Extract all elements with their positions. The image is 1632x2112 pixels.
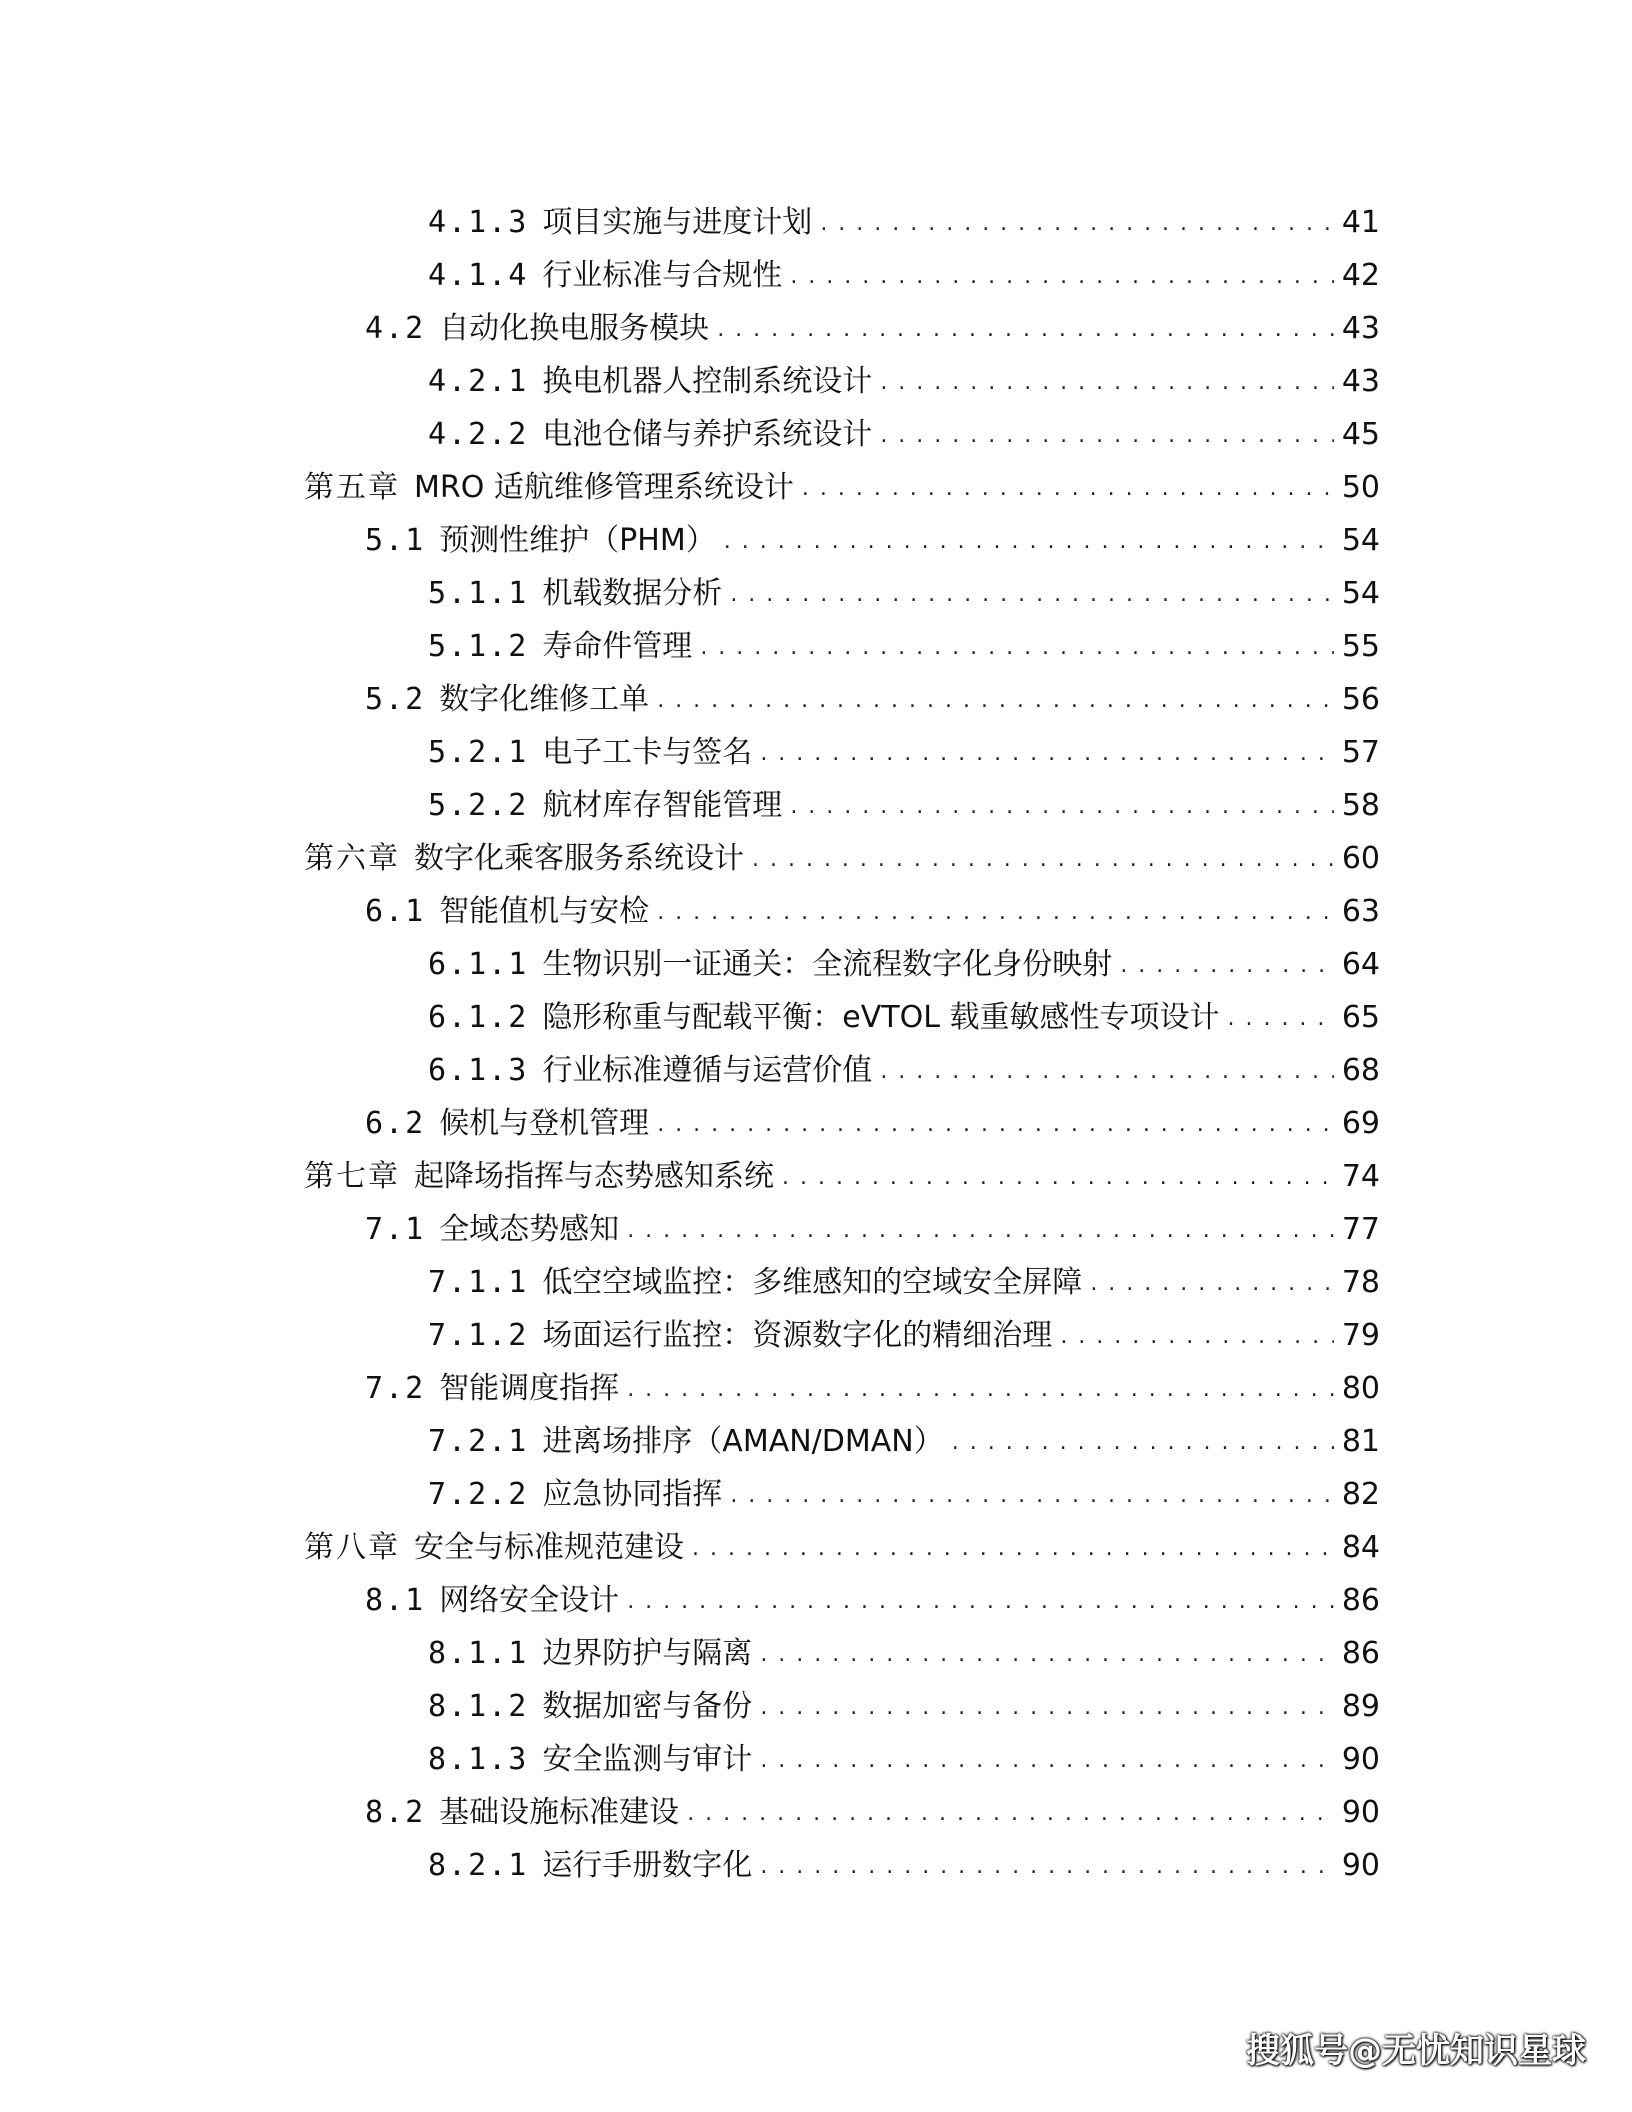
dot-leader [790,257,1334,295]
section-number: 5.1.1 [428,575,529,611]
toc-entry[interactable] [0,1680,1380,1733]
toc-entry[interactable] [0,1839,1380,1892]
toc-entry-heading [304,1529,692,1567]
toc-entry[interactable] [0,1627,1380,1680]
page-number: 68 [1334,1052,1380,1090]
section-title: 网络安全设计 [439,1582,620,1618]
page-number: 81 [1334,1423,1380,1461]
dot-leader [760,1847,1334,1885]
section-number: 4.1.4 [428,257,529,293]
section-title: 行业标准遵循与运营价值 [542,1052,873,1088]
toc-entry-heading [304,840,752,878]
section-title: 运行手册数字化 [542,1847,753,1883]
section-number: 8.1.2 [428,1688,529,1724]
page-number: 56 [1334,681,1380,719]
section-number: 4.2 [365,310,426,346]
section-title: 航材库存智能管理 [542,787,783,823]
toc-entry[interactable] [0,1521,1380,1574]
toc-entry-heading [428,734,760,772]
page-number: 90 [1334,1794,1380,1832]
section-number: 6.1.2 [428,999,529,1035]
dot-leader [760,1635,1334,1673]
dot-leader [657,893,1334,931]
toc-entry[interactable] [0,1415,1380,1468]
toc-entry-heading [428,204,820,242]
page-number: 86 [1334,1635,1380,1673]
toc-entry-heading [365,310,717,348]
section-number: 4.2.1 [428,363,529,399]
toc-entry[interactable] [0,1574,1380,1627]
dot-leader [752,840,1334,878]
toc-entry-heading [428,1476,730,1514]
section-number: 8.1 [365,1582,426,1618]
toc-entry-heading [428,416,880,454]
dot-leader [700,628,1334,666]
toc-entry-heading [428,1264,1090,1302]
toc-entry-heading [428,946,1120,984]
toc-entry[interactable] [0,1362,1380,1415]
page-number: 65 [1334,999,1380,1037]
dot-leader [1060,1317,1334,1355]
dot-leader [627,1370,1334,1408]
dot-leader [1120,946,1334,984]
toc-entry-heading [428,999,1227,1037]
toc-entry[interactable] [0,885,1380,938]
section-title: 换电机器人控制系统设计 [542,363,873,399]
section-title: 边界防护与隔离 [542,1635,753,1671]
dot-leader [730,1476,1334,1514]
toc-entry-heading [428,787,790,825]
toc-entry-heading [365,522,724,560]
section-number: 6.2 [365,1105,426,1141]
toc-entry-heading [428,1317,1060,1355]
section-number: 6.1.3 [428,1052,529,1088]
section-title: 电池仓储与养护系统设计 [542,416,873,452]
page-number: 54 [1334,522,1380,560]
dot-leader [687,1794,1334,1832]
toc-entry[interactable] [0,620,1380,673]
page-number: 89 [1334,1688,1380,1726]
section-title: 安全监测与审计 [542,1741,753,1777]
page-number: 69 [1334,1105,1380,1143]
toc-entry-heading [428,257,790,295]
section-number: 5.2 [365,681,426,717]
page-number: 55 [1334,628,1380,666]
toc-entry[interactable] [0,196,1380,249]
section-number: 7.1 [365,1211,426,1247]
section-title: 数字化乘客服务系统设计 [414,840,744,876]
page-number: 86 [1334,1582,1380,1620]
section-number: 第七章 [304,1158,400,1194]
section-number: 5.1 [365,522,426,558]
toc-entry-heading [428,363,880,401]
section-title: 自动化换电服务模块 [439,310,710,346]
page-number: 79 [1334,1317,1380,1355]
section-title: 寿命件管理 [542,628,693,664]
page-number: 43 [1334,363,1380,401]
dot-leader [627,1582,1334,1620]
section-title: 基础设施标准建设 [439,1794,680,1830]
page-number: 57 [1334,734,1380,772]
page-number: 41 [1334,204,1380,242]
section-title: 电子工卡与签名 [542,734,753,770]
page-number: 63 [1334,893,1380,931]
toc-entry-heading [428,1741,760,1779]
page-number: 78 [1334,1264,1380,1302]
page-number: 64 [1334,946,1380,984]
dot-leader [952,1423,1334,1461]
toc-entry[interactable] [0,991,1380,1044]
dot-leader [717,310,1334,348]
page-number: 58 [1334,787,1380,825]
dot-leader [657,1105,1334,1143]
dot-leader [1227,999,1333,1037]
watermark: 搜狐号@无忧知识星球 [1246,2031,1586,2071]
page-number: 77 [1334,1211,1380,1249]
toc-entry[interactable] [0,726,1380,779]
section-title: 项目实施与进度计划 [542,204,813,240]
toc-entry-heading [428,1423,952,1461]
section-number: 5.2.1 [428,734,529,770]
toc-entry-heading [365,1582,627,1620]
section-title: MRO 适航维修管理系统设计 [414,469,794,505]
toc-entry-heading [365,893,657,931]
section-number: 7.1.2 [428,1317,529,1353]
toc-entry-heading [428,628,700,666]
dot-leader [880,416,1334,454]
section-number: 4.2.2 [428,416,529,452]
toc-entry[interactable] [0,1786,1380,1839]
toc-entry[interactable] [0,408,1380,461]
section-number: 6.1.1 [428,946,529,982]
toc-entry-heading [304,469,802,507]
section-title: 应急协同指挥 [542,1476,723,1512]
toc-entry-heading [365,1370,627,1408]
dot-leader [782,1158,1334,1196]
page-number: 84 [1334,1529,1380,1567]
toc-entry[interactable] [0,1733,1380,1786]
section-title: 隐形称重与配载平衡：eVTOL 载重敏感性专项设计 [542,999,1220,1035]
page-number: 54 [1334,575,1380,613]
section-title: 行业标准与合规性 [542,257,783,293]
toc-entry[interactable] [0,1309,1380,1362]
section-title: 预测性维护（PHM） [439,522,716,558]
dot-leader [880,1052,1334,1090]
toc-entry[interactable] [0,249,1380,302]
toc-entry-heading [428,575,730,613]
toc-entry[interactable] [0,1203,1380,1256]
dot-leader [657,681,1334,719]
toc-entry[interactable] [0,832,1380,885]
dot-leader [730,575,1334,613]
section-title: 机载数据分析 [542,575,723,611]
dot-leader [724,522,1334,560]
section-number: 6.1 [365,893,426,929]
section-title: 安全与标准规范建设 [414,1529,684,1565]
toc-entry-heading [365,1211,627,1249]
section-title: 智能值机与安检 [439,893,650,929]
section-title: 进离场排序（AMAN/DMAN） [542,1423,944,1459]
section-title: 全域态势感知 [439,1211,620,1247]
section-number: 8.2.1 [428,1847,529,1883]
page-number: 43 [1334,310,1380,348]
page-number: 80 [1334,1370,1380,1408]
toc-entry[interactable] [0,673,1380,726]
section-number: 7.2.2 [428,1476,529,1512]
toc-entry[interactable] [0,938,1380,991]
toc-entry[interactable] [0,1256,1380,1309]
page-number: 90 [1334,1847,1380,1885]
page-number: 90 [1334,1741,1380,1779]
dot-leader [760,734,1334,772]
section-number: 第八章 [304,1529,400,1565]
table-of-contents [0,196,1632,1892]
section-title: 起降场指挥与态势感知系统 [414,1158,774,1194]
section-number: 5.2.2 [428,787,529,823]
toc-entry[interactable] [0,567,1380,620]
toc-entry[interactable] [0,1044,1380,1097]
page-number: 60 [1334,840,1380,878]
page-number: 42 [1334,257,1380,295]
section-title: 智能调度指挥 [439,1370,620,1406]
section-number: 8.1.1 [428,1635,529,1671]
dot-leader [760,1741,1334,1779]
section-number: 5.1.2 [428,628,529,664]
section-number: 第六章 [304,840,400,876]
toc-entry[interactable] [0,1468,1380,1521]
section-number: 7.1.1 [428,1264,529,1300]
dot-leader [820,204,1334,242]
dot-leader [1090,1264,1334,1302]
toc-entry[interactable] [0,514,1380,567]
toc-entry[interactable] [0,1150,1380,1203]
section-number: 7.2.1 [428,1423,529,1459]
toc-entry-heading [428,1847,760,1885]
toc-entry[interactable] [0,355,1380,408]
section-title: 低空空域监控：多维感知的空域安全屏障 [542,1264,1083,1300]
dot-leader [790,787,1334,825]
toc-entry[interactable] [0,461,1380,514]
section-title: 数据加密与备份 [542,1688,753,1724]
section-number: 第五章 [304,469,400,505]
dot-leader [880,363,1334,401]
section-number: 7.2 [365,1370,426,1406]
section-title: 场面运行监控：资源数字化的精细治理 [542,1317,1053,1353]
section-number: 8.1.3 [428,1741,529,1777]
section-title: 生物识别一证通关：全流程数字化身份映射 [542,946,1113,982]
section-number: 8.2 [365,1794,426,1830]
toc-entry-heading [365,681,657,719]
dot-leader [692,1529,1334,1567]
toc-entry-heading [428,1052,880,1090]
section-title: 候机与登机管理 [439,1105,650,1141]
toc-entry[interactable] [0,1097,1380,1150]
page-number: 45 [1334,416,1380,454]
toc-entry[interactable] [0,302,1380,355]
toc-entry-heading [428,1688,760,1726]
page-number: 74 [1334,1158,1380,1196]
toc-entry-heading [365,1794,687,1832]
dot-leader [802,469,1334,507]
toc-entry-heading [365,1105,657,1143]
toc-entry[interactable] [0,779,1380,832]
section-title: 数字化维修工单 [439,681,650,717]
page-number: 82 [1334,1476,1380,1514]
dot-leader [627,1211,1334,1249]
section-number: 4.1.3 [428,204,529,240]
dot-leader [760,1688,1334,1726]
toc-entry-heading [428,1635,760,1673]
toc-entry-heading [304,1158,782,1196]
page-number: 50 [1334,469,1380,507]
